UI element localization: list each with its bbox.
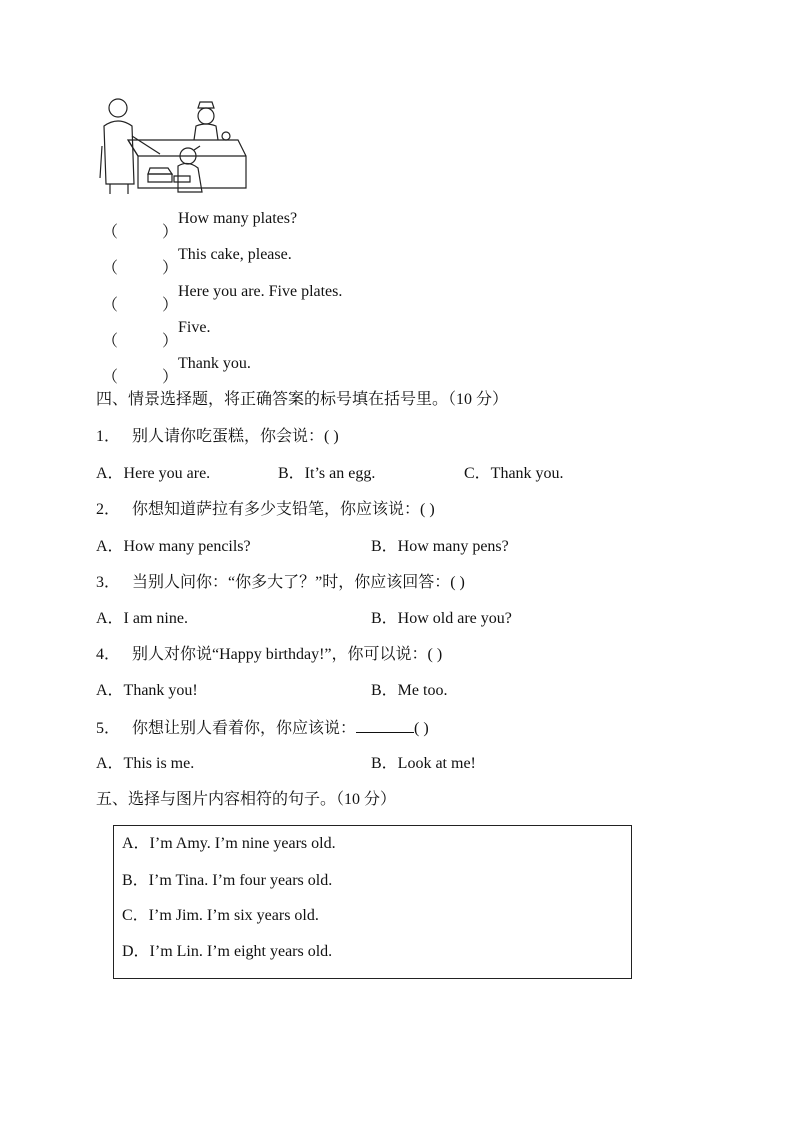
sentence-options-box [113, 825, 632, 979]
question-1 [96, 427, 339, 447]
option-b: B．It’s an egg. [278, 465, 376, 482]
dialogue-line: （ ） How many plates? [102, 210, 298, 241]
section-5-heading: 五、选择与图片内容相符的句子。（10 分） [96, 791, 397, 808]
dialogue-text: Here you are. Five plates. [178, 283, 343, 300]
question-3 [96, 573, 465, 593]
dialogue-line: （ ） Thank you. [102, 355, 251, 386]
question-text: 你想知道萨拉有多少支铅笔，你应该说：( ) [132, 501, 435, 518]
option-b: B．Look at me! [371, 755, 476, 772]
section-4-heading: 四、情景选择题，将正确答案的标号填在括号里。（10 分） [96, 391, 509, 408]
option-b: B．How old are you? [371, 610, 512, 627]
answer-bracket: ( ) [414, 720, 429, 737]
question-text: 别人请你吃蛋糕，你会说：( ) [132, 428, 339, 445]
question-text: 你想让别人看着你，你应该说： [132, 720, 357, 737]
dialogue-text: Thank you. [178, 355, 251, 372]
sentence-option-a: A．I’m Amy. I’m nine years old. [122, 835, 336, 852]
question-number: 5． [96, 720, 121, 737]
option-b: B．Me too. [371, 682, 448, 699]
question-text: 别人对你说“Happy birthday!”，你可以说：( ) [132, 646, 443, 663]
shop-counter-illustration [98, 96, 250, 196]
answer-blank[interactable] [356, 718, 414, 733]
dialogue-text: How many plates? [178, 210, 298, 227]
sentence-option-c: C．I’m Jim. I’m six years old. [122, 907, 319, 924]
option-a: A．Thank you! [96, 682, 198, 699]
question-number: 4． [96, 646, 121, 663]
sentence-option-d: D．I’m Lin. I’m eight years old. [122, 943, 333, 960]
dialogue-line: （ ） Here you are. Five plates. [102, 283, 343, 314]
question-5 [96, 718, 429, 739]
option-a: A．This is me. [96, 755, 195, 772]
dialogue-text: This cake, please. [178, 246, 292, 263]
dialogue-line: （ ） Five. [102, 319, 211, 350]
sentence-option-b: B．I’m Tina. I’m four years old. [122, 872, 333, 889]
option-a: A．I am nine. [96, 610, 188, 627]
question-2 [96, 500, 435, 520]
question-number: 2． [96, 501, 121, 518]
dialogue-text: Five. [178, 319, 211, 336]
option-c: C．Thank you. [464, 465, 564, 482]
question-text: 当别人问你：“你多大了？”时，你应该回答：( ) [132, 574, 465, 591]
option-a: A．How many pencils? [96, 538, 251, 555]
dialogue-line: （ ） This cake, please. [102, 246, 292, 277]
option-b: B．How many pens? [371, 538, 509, 555]
question-4 [96, 645, 442, 665]
option-a: A．Here you are. [96, 465, 211, 482]
question-number: 1． [96, 428, 121, 445]
question-number: 3． [96, 574, 121, 591]
